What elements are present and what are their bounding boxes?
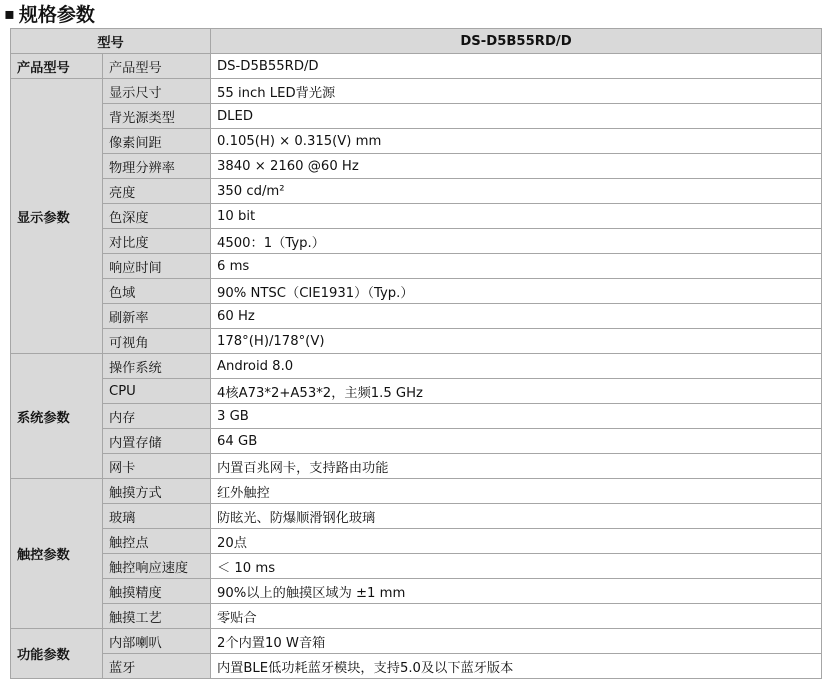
table-row [11, 554, 822, 579]
category-cell: 功能参数 [11, 629, 103, 679]
spec-label: 触控点 [103, 529, 211, 554]
header-model-value: DS-D5B55RD/D [211, 29, 822, 54]
category-cell: 触控参数 [11, 479, 103, 629]
spec-label: 触控响应速度 [103, 554, 211, 579]
spec-value: 178°(H)/178°(V) [211, 329, 822, 354]
spec-label: 触摸精度 [103, 579, 211, 604]
spec-label: 网卡 [103, 454, 211, 479]
spec-label: 色域 [103, 279, 211, 304]
table-row [11, 54, 822, 79]
spec-value: 6 ms [211, 254, 822, 279]
page-title [4, 1, 95, 27]
header-model-label: 型号 [11, 29, 211, 54]
category-cell: 显示参数 [11, 79, 103, 354]
category-cell: 产品型号 [11, 54, 103, 79]
spec-value: 4核A73*2+A53*2，主频1.5 GHz [211, 379, 822, 404]
spec-value: 64 GB [211, 429, 822, 454]
table-row [11, 504, 822, 529]
spec-value: 10 bit [211, 204, 822, 229]
table-row [11, 154, 822, 179]
table-row [11, 329, 822, 354]
spec-label: 触摸方式 [103, 479, 211, 504]
table-row [11, 579, 822, 604]
spec-value: 红外触控 [211, 479, 822, 504]
spec-label: 亮度 [103, 179, 211, 204]
table-row [11, 304, 822, 329]
table-row [11, 379, 822, 404]
spec-value: 4500：1（Typ.） [211, 229, 822, 254]
spec-value: 60 Hz [211, 304, 822, 329]
spec-label: 内置存储 [103, 429, 211, 454]
spec-label: 触摸工艺 [103, 604, 211, 629]
spec-value: 3 GB [211, 404, 822, 429]
spec-label: 对比度 [103, 229, 211, 254]
table-row [11, 179, 822, 204]
table-row [11, 204, 822, 229]
spec-table [10, 28, 822, 679]
table-row [11, 79, 822, 104]
spec-value: 防眩光、防爆顺滑钢化玻璃 [211, 504, 822, 529]
spec-label: 蓝牙 [103, 654, 211, 679]
spec-label: 内存 [103, 404, 211, 429]
table-row [11, 604, 822, 629]
table-row [11, 479, 822, 504]
spec-label: 玻璃 [103, 504, 211, 529]
spec-label: 操作系统 [103, 354, 211, 379]
spec-value: 内置BLE低功耗蓝牙模块，支持5.0及以下蓝牙版本 [211, 654, 822, 679]
spec-value: ＜ 10 ms [211, 554, 822, 579]
table-row [11, 654, 822, 679]
spec-value: DS-D5B55RD/D [211, 54, 822, 79]
spec-label: 像素间距 [103, 129, 211, 154]
spec-value: Android 8.0 [211, 354, 822, 379]
page-title-text: 规格参数 [18, 4, 95, 26]
spec-value: 3840 × 2160 @60 Hz [211, 154, 822, 179]
category-cell: 系统参数 [11, 354, 103, 479]
table-row [11, 279, 822, 304]
bullet-icon: ▪ [4, 4, 15, 23]
spec-value: 350 cd/m² [211, 179, 822, 204]
table-row [11, 104, 822, 129]
table-row [11, 404, 822, 429]
table-row [11, 629, 822, 654]
spec-label: 色深度 [103, 204, 211, 229]
table-row [11, 254, 822, 279]
table-row [11, 354, 822, 379]
spec-label: 背光源类型 [103, 104, 211, 129]
spec-value: DLED [211, 104, 822, 129]
spec-value: 55 inch LED背光源 [211, 79, 822, 104]
spec-label: CPU [103, 379, 211, 404]
spec-value: 90%以上的触摸区域为 ±1 mm [211, 579, 822, 604]
spec-value: 内置百兆网卡，支持路由功能 [211, 454, 822, 479]
spec-label: 可视角 [103, 329, 211, 354]
spec-value: 零贴合 [211, 604, 822, 629]
spec-value: 2个内置10 W音箱 [211, 629, 822, 654]
spec-label: 刷新率 [103, 304, 211, 329]
table-row [11, 529, 822, 554]
spec-value: 90% NTSC（CIE1931）（Typ.） [211, 279, 822, 304]
table-row [11, 229, 822, 254]
table-header-row [11, 29, 822, 54]
table-row [11, 454, 822, 479]
table-row [11, 129, 822, 154]
spec-value: 0.105(H) × 0.315(V) mm [211, 129, 822, 154]
spec-label: 产品型号 [103, 54, 211, 79]
spec-value: 20点 [211, 529, 822, 554]
spec-label: 显示尺寸 [103, 79, 211, 104]
table-row [11, 429, 822, 454]
spec-label: 物理分辨率 [103, 154, 211, 179]
spec-label: 响应时间 [103, 254, 211, 279]
spec-label: 内部喇叭 [103, 629, 211, 654]
